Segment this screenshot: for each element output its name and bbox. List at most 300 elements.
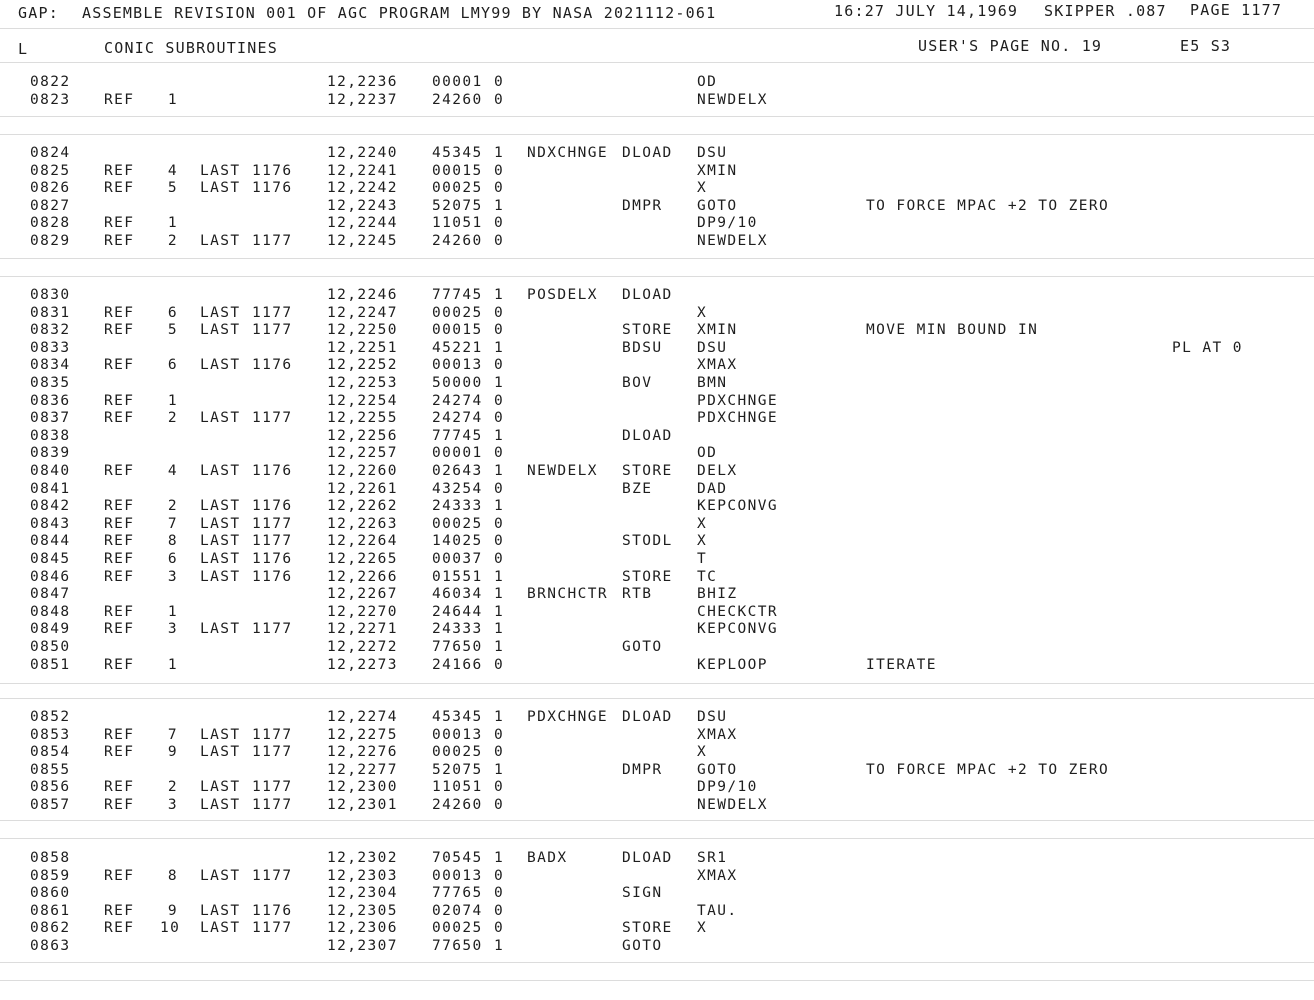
listing-row <box>0 481 1314 498</box>
ref-count: 2 <box>167 410 178 427</box>
parity-bit: 1 <box>494 339 505 356</box>
line-number: 0850 <box>30 639 71 655</box>
memory-address: 12,2307 <box>327 938 398 954</box>
ref-marker: REF <box>104 392 135 409</box>
operand: KEPCONVG <box>697 498 779 515</box>
line-number: 0827 <box>30 197 71 214</box>
operand: X <box>697 533 708 550</box>
listing-row <box>0 198 1314 215</box>
octal-code: 00001 <box>432 74 483 90</box>
subheader-marker: L <box>18 40 29 58</box>
opcode: DLOAD <box>622 145 673 161</box>
memory-address: 12,2275 <box>327 726 398 743</box>
comment: TO FORCE MPAC +2 TO ZERO <box>866 761 1110 778</box>
listing-row <box>0 233 1314 250</box>
ref-marker: REF <box>104 322 135 339</box>
comment: MOVE MIN BOUND IN <box>866 322 1039 339</box>
ref-count: 10 <box>160 920 181 937</box>
ref-marker: REF <box>104 515 135 532</box>
listing-row <box>0 903 1314 920</box>
memory-address: 12,2252 <box>327 357 398 374</box>
line-number: 0862 <box>30 920 71 937</box>
parity-bit: 0 <box>494 215 505 232</box>
parity-bit: 0 <box>494 480 505 497</box>
subheader-code: E5 S3 <box>1180 37 1232 55</box>
parity-bit: 0 <box>494 233 505 249</box>
line-number: 0840 <box>30 463 71 479</box>
last-marker: LAST <box>200 779 241 796</box>
last-page: 1177 <box>252 515 293 532</box>
last-marker: LAST <box>200 515 241 532</box>
line-number: 0853 <box>30 726 71 743</box>
ref-marker: REF <box>104 233 135 249</box>
operand: CHECKCTR <box>697 603 779 620</box>
last-page: 1177 <box>252 621 293 638</box>
ref-marker: REF <box>104 304 135 321</box>
listing-row <box>0 639 1314 656</box>
line-number: 0837 <box>30 410 71 427</box>
parity-bit: 0 <box>494 357 505 374</box>
last-marker: LAST <box>200 498 241 515</box>
operand: TAU. <box>697 902 738 919</box>
listing-row <box>0 498 1314 515</box>
line-number: 0842 <box>30 498 71 515</box>
last-page: 1176 <box>252 180 293 197</box>
ref-marker: REF <box>104 162 135 179</box>
octal-code: 77745 <box>432 427 483 444</box>
parity-bit: 1 <box>494 639 505 655</box>
memory-address: 12,2300 <box>327 779 398 796</box>
ref-marker: REF <box>104 91 135 108</box>
last-page: 1177 <box>252 920 293 937</box>
memory-address: 12,2244 <box>327 215 398 232</box>
listing-row <box>0 850 1314 867</box>
listing-row <box>0 393 1314 410</box>
parity-bit: 0 <box>494 744 505 761</box>
memory-address: 12,2253 <box>327 375 398 391</box>
listing-row <box>0 885 1314 902</box>
ref-count: 1 <box>167 215 178 232</box>
symbol-label: POSDELX <box>527 287 598 303</box>
line-number: 0830 <box>30 287 71 303</box>
memory-address: 12,2301 <box>327 797 398 813</box>
header-prefix: GAP: <box>18 4 59 22</box>
operand: PDXCHNGE <box>697 410 779 427</box>
paper-rule-line <box>0 28 1314 29</box>
memory-address: 12,2237 <box>327 91 398 108</box>
paper-rule-line <box>0 116 1314 117</box>
parity-bit: 0 <box>494 304 505 321</box>
line-number: 0843 <box>30 515 71 532</box>
ref-marker: REF <box>104 568 135 585</box>
last-marker: LAST <box>200 357 241 374</box>
listing-row <box>0 445 1314 462</box>
octal-code: 52075 <box>432 197 483 214</box>
opcode: GOTO <box>622 639 663 655</box>
parity-bit: 0 <box>494 885 505 902</box>
last-marker: LAST <box>200 322 241 339</box>
ref-marker: REF <box>104 551 135 567</box>
last-marker: LAST <box>200 410 241 427</box>
listing-row <box>0 920 1314 937</box>
paper-rule-line <box>0 820 1314 821</box>
operand: XMIN <box>697 162 738 179</box>
operand: DAD <box>697 480 728 497</box>
memory-address: 12,2240 <box>327 145 398 161</box>
ref-count: 9 <box>167 744 178 761</box>
octal-code: 50000 <box>432 375 483 391</box>
last-page: 1177 <box>252 533 293 550</box>
memory-address: 12,2264 <box>327 533 398 550</box>
memory-address: 12,2262 <box>327 498 398 515</box>
listing-row <box>0 215 1314 232</box>
ref-count: 5 <box>167 180 178 197</box>
line-number: 0836 <box>30 392 71 409</box>
parity-bit: 1 <box>494 427 505 444</box>
ref-marker: REF <box>104 410 135 427</box>
listing-row <box>0 621 1314 638</box>
line-number: 0841 <box>30 480 71 497</box>
octal-code: 00013 <box>432 867 483 884</box>
listing-row <box>0 163 1314 180</box>
memory-address: 12,2242 <box>327 180 398 197</box>
operand: DSU <box>697 709 728 725</box>
opcode: BDSU <box>622 339 663 356</box>
line-number: 0856 <box>30 779 71 796</box>
operand: NEWDELX <box>697 233 768 249</box>
memory-address: 12,2254 <box>327 392 398 409</box>
ref-count: 3 <box>167 568 178 585</box>
line-number: 0825 <box>30 162 71 179</box>
operand: X <box>697 180 708 197</box>
octal-code: 02643 <box>432 463 483 479</box>
listing-row <box>0 463 1314 480</box>
octal-code: 52075 <box>432 761 483 778</box>
listing-row <box>0 727 1314 744</box>
listing-row <box>0 74 1314 91</box>
ref-marker: REF <box>104 656 135 673</box>
octal-code: 00013 <box>432 726 483 743</box>
header-page-number: PAGE 1177 <box>1190 1 1283 19</box>
header-time-date: 16:27 JULY 14,1969 <box>834 2 1019 20</box>
opcode: DMPR <box>622 761 663 778</box>
ref-marker: REF <box>104 463 135 479</box>
parity-bit: 1 <box>494 761 505 778</box>
ref-count: 9 <box>167 902 178 919</box>
operand: NEWDELX <box>697 91 768 108</box>
listing-row <box>0 145 1314 162</box>
octal-code: 00001 <box>432 445 483 462</box>
operand: PDXCHNGE <box>697 392 779 409</box>
header-skipper: SKIPPER .087 <box>1044 2 1167 20</box>
comment: TO FORCE MPAC +2 TO ZERO <box>866 197 1110 214</box>
last-page: 1176 <box>252 498 293 515</box>
ref-marker: REF <box>104 920 135 937</box>
line-number: 0858 <box>30 850 71 866</box>
last-marker: LAST <box>200 533 241 550</box>
listing-row <box>0 779 1314 796</box>
listing-row <box>0 762 1314 779</box>
opcode: DLOAD <box>622 709 673 725</box>
last-page: 1177 <box>252 410 293 427</box>
memory-address: 12,2273 <box>327 656 398 673</box>
ref-marker: REF <box>104 797 135 813</box>
symbol-label: PDXCHNGE <box>527 709 609 725</box>
listing-row <box>0 604 1314 621</box>
operand: DSU <box>697 145 728 161</box>
paper-rule-line <box>0 698 1314 699</box>
operand: SR1 <box>697 850 728 866</box>
listing-row <box>0 410 1314 427</box>
parity-bit: 1 <box>494 287 505 303</box>
line-number: 0832 <box>30 322 71 339</box>
symbol-label: NEWDELX <box>527 463 598 479</box>
memory-address: 12,2303 <box>327 867 398 884</box>
parity-bit: 1 <box>494 621 505 638</box>
line-number: 0824 <box>30 145 71 161</box>
listing-row <box>0 516 1314 533</box>
octal-code: 11051 <box>432 215 483 232</box>
operand: XMAX <box>697 357 738 374</box>
opcode: RTB <box>622 586 653 603</box>
octal-code: 00015 <box>432 162 483 179</box>
listing-row <box>0 428 1314 445</box>
listing-row <box>0 322 1314 339</box>
ref-count: 2 <box>167 779 178 796</box>
listing-row <box>0 287 1314 304</box>
parity-bit: 0 <box>494 392 505 409</box>
operand: DP9/10 <box>697 779 758 796</box>
listing-row <box>0 938 1314 955</box>
parity-bit: 0 <box>494 551 505 567</box>
memory-address: 12,2250 <box>327 322 398 339</box>
ref-marker: REF <box>104 867 135 884</box>
memory-address: 12,2270 <box>327 603 398 620</box>
listing-row <box>0 305 1314 322</box>
memory-address: 12,2276 <box>327 744 398 761</box>
octal-code: 11051 <box>432 779 483 796</box>
symbol-label: BRNCHCTR <box>527 586 609 603</box>
parity-bit: 0 <box>494 91 505 108</box>
paper-rule-line <box>0 62 1314 63</box>
opcode: DLOAD <box>622 850 673 866</box>
operand: XMAX <box>697 867 738 884</box>
octal-code: 45221 <box>432 339 483 356</box>
octal-code: 77745 <box>432 287 483 303</box>
last-page: 1177 <box>252 779 293 796</box>
last-page: 1177 <box>252 797 293 813</box>
ref-count: 1 <box>167 392 178 409</box>
opcode: STORE <box>622 322 673 339</box>
parity-bit: 0 <box>494 779 505 796</box>
memory-address: 12,2247 <box>327 304 398 321</box>
operand: XMIN <box>697 322 738 339</box>
operand: NEWDELX <box>697 797 768 813</box>
opcode: STORE <box>622 920 673 937</box>
ref-count: 4 <box>167 463 178 479</box>
listing-row <box>0 744 1314 761</box>
octal-code: 01551 <box>432 568 483 585</box>
line-number: 0849 <box>30 621 71 638</box>
memory-address: 12,2257 <box>327 445 398 462</box>
parity-bit: 1 <box>494 145 505 161</box>
ref-marker: REF <box>104 902 135 919</box>
octal-code: 00025 <box>432 180 483 197</box>
line-number: 0838 <box>30 427 71 444</box>
paper-rule-line <box>0 838 1314 839</box>
memory-address: 12,2251 <box>327 339 398 356</box>
octal-code: 77650 <box>432 938 483 954</box>
last-page: 1177 <box>252 304 293 321</box>
parity-bit: 1 <box>494 603 505 620</box>
ref-count: 6 <box>167 357 178 374</box>
operand: GOTO <box>697 761 738 778</box>
octal-code: 00015 <box>432 322 483 339</box>
last-marker: LAST <box>200 463 241 479</box>
parity-bit: 1 <box>494 709 505 725</box>
opcode: GOTO <box>622 938 663 954</box>
memory-address: 12,2274 <box>327 709 398 725</box>
octal-code: 00025 <box>432 744 483 761</box>
line-number: 0833 <box>30 339 71 356</box>
last-marker: LAST <box>200 568 241 585</box>
ref-count: 3 <box>167 797 178 813</box>
ref-count: 6 <box>167 304 178 321</box>
line-number: 0822 <box>30 74 71 90</box>
parity-bit: 0 <box>494 515 505 532</box>
ref-count: 1 <box>167 91 178 108</box>
ref-marker: REF <box>104 726 135 743</box>
operand: X <box>697 304 708 321</box>
operand: OD <box>697 445 718 462</box>
memory-address: 12,2305 <box>327 902 398 919</box>
ref-count: 7 <box>167 515 178 532</box>
opcode: STORE <box>622 463 673 479</box>
last-page: 1176 <box>252 551 293 567</box>
octal-code: 24333 <box>432 498 483 515</box>
last-marker: LAST <box>200 162 241 179</box>
operand: XMAX <box>697 726 738 743</box>
last-page: 1177 <box>252 744 293 761</box>
memory-address: 12,2261 <box>327 480 398 497</box>
memory-address: 12,2266 <box>327 568 398 585</box>
octal-code: 02074 <box>432 902 483 919</box>
parity-bit: 0 <box>494 410 505 427</box>
parity-bit: 0 <box>494 867 505 884</box>
listing-row <box>0 586 1314 603</box>
listing-row <box>0 533 1314 550</box>
paper-rule-line <box>0 258 1314 259</box>
ref-count: 5 <box>167 322 178 339</box>
line-number: 0845 <box>30 551 71 567</box>
listing-row <box>0 868 1314 885</box>
last-marker: LAST <box>200 180 241 197</box>
last-page: 1176 <box>252 162 293 179</box>
listing-row <box>0 569 1314 586</box>
parity-bit: 1 <box>494 938 505 954</box>
listing-row <box>0 340 1314 357</box>
parity-bit: 1 <box>494 197 505 214</box>
operand: X <box>697 515 708 532</box>
last-marker: LAST <box>200 304 241 321</box>
line-number: 0829 <box>30 233 71 249</box>
paper-rule-line <box>0 683 1314 684</box>
operand: BMN <box>697 375 728 391</box>
octal-code: 45345 <box>432 145 483 161</box>
memory-address: 12,2271 <box>327 621 398 638</box>
listing-row <box>0 92 1314 109</box>
parity-bit: 0 <box>494 726 505 743</box>
last-marker: LAST <box>200 726 241 743</box>
ref-count: 2 <box>167 498 178 515</box>
operand: OD <box>697 74 718 90</box>
memory-address: 12,2256 <box>327 427 398 444</box>
operand: BHIZ <box>697 586 738 603</box>
octal-code: 77765 <box>432 885 483 902</box>
ref-marker: REF <box>104 779 135 796</box>
parity-bit: 0 <box>494 902 505 919</box>
parity-bit: 0 <box>494 920 505 937</box>
octal-code: 70545 <box>432 850 483 866</box>
memory-address: 12,2246 <box>327 287 398 303</box>
line-number: 0855 <box>30 761 71 778</box>
paper-rule-line <box>0 962 1314 963</box>
last-marker: LAST <box>200 621 241 638</box>
octal-code: 00013 <box>432 357 483 374</box>
memory-address: 12,2267 <box>327 586 398 603</box>
parity-bit: 1 <box>494 568 505 585</box>
octal-code: 00025 <box>432 304 483 321</box>
line-number: 0834 <box>30 357 71 374</box>
listing-row <box>0 657 1314 674</box>
ref-count: 8 <box>167 867 178 884</box>
line-number: 0828 <box>30 215 71 232</box>
operand: KEPLOOP <box>697 656 768 673</box>
octal-code: 14025 <box>432 533 483 550</box>
operand: GOTO <box>697 197 738 214</box>
ref-count: 7 <box>167 726 178 743</box>
last-page: 1176 <box>252 902 293 919</box>
octal-code: 45345 <box>432 709 483 725</box>
line-number: 0859 <box>30 867 71 884</box>
listing-row <box>0 357 1314 374</box>
ref-marker: REF <box>104 357 135 374</box>
memory-address: 12,2272 <box>327 639 398 655</box>
opcode: DLOAD <box>622 427 673 444</box>
octal-code: 24333 <box>432 621 483 638</box>
octal-code: 00025 <box>432 515 483 532</box>
opcode: BZE <box>622 480 653 497</box>
octal-code: 00025 <box>432 920 483 937</box>
opcode: SIGN <box>622 885 663 902</box>
section-title: CONIC SUBROUTINES <box>104 39 278 57</box>
line-number: 0852 <box>30 709 71 725</box>
memory-address: 12,2263 <box>327 515 398 532</box>
line-number: 0844 <box>30 533 71 550</box>
last-page: 1177 <box>252 867 293 884</box>
last-page: 1176 <box>252 463 293 479</box>
memory-address: 12,2236 <box>327 74 398 90</box>
ref-count: 1 <box>167 656 178 673</box>
parity-bit: 0 <box>494 162 505 179</box>
paper-rule-line <box>0 276 1314 277</box>
last-marker: LAST <box>200 902 241 919</box>
memory-address: 12,2260 <box>327 463 398 479</box>
operand: T <box>697 551 708 567</box>
parity-bit: 0 <box>494 445 505 462</box>
line-number: 0861 <box>30 902 71 919</box>
parity-bit: 0 <box>494 533 505 550</box>
